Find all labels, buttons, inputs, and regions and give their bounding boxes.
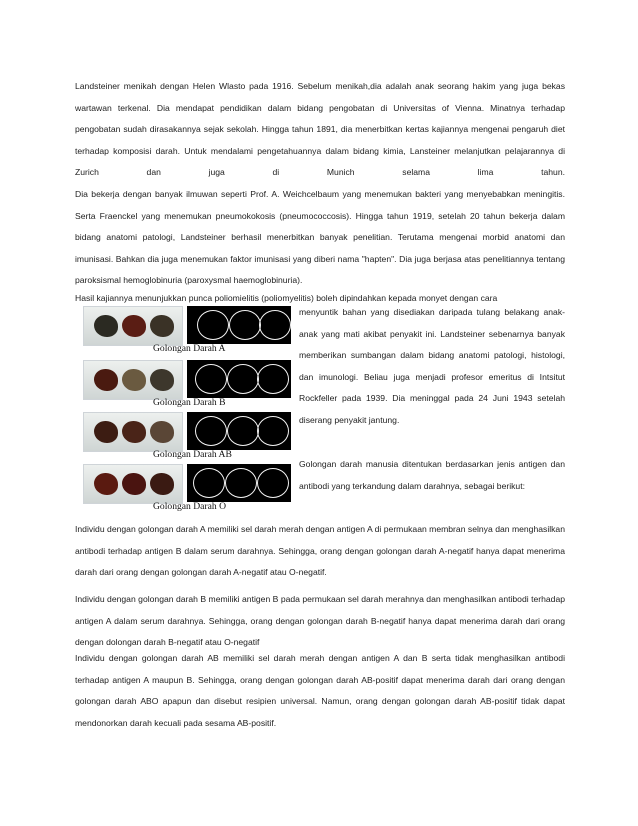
caption-blood-type-ab: Golongan Darah AB xyxy=(153,449,232,460)
blood-drop xyxy=(122,369,146,391)
blood-drop xyxy=(122,473,146,495)
blood-drop xyxy=(122,421,146,443)
blood-type-row-a xyxy=(75,306,293,359)
agglutination-photo-o xyxy=(83,464,183,504)
paragraph-landsteiner-contributions: menyuntik bahan yang disediakan daripada tulang belakang anak-anak yang mati akibat penyakit ini. Landsteiner sebenarnya banyak memberikan sumbangan dalam bidang anatomi patologi, histologi, dan imunologi. Beliau juga menjadi profesor emeritus di Intsitut Rockfeller pada 1939. Dia meninggal pada 24 Juni 1943 setelah diserang penyakit jantung. xyxy=(299,307,565,425)
blood-drop xyxy=(150,473,174,495)
agglutination-micrograph-o xyxy=(187,464,291,502)
caption-blood-type-a: Golongan Darah A xyxy=(153,343,226,354)
agglutination-photo-a xyxy=(83,306,183,346)
paragraph-research-career: Dia bekerja dengan banyak ilmuwan seperti Prof. A. Weichcelbaum yang menemukan bakteri yang menyebabkan meningitis. Serta Fraenckel yang menemukan pneumokokosis (pneumococcosis). Hingga tahun 1919, setelah 20 tahun bekerja dalam bidang anatomi patologi, Landsteiner berhasil menerbitkan banyak penelitian. Terutama mengenai morbid anatomi dan imunisasi. Bahkan dia juga menemukan faktor imunisasi yang diberi nama "hapten". Dia juga berjasa atas penelitiannya tentang paroksismal hemoglobinuria (paroxysmal haemoglobinuria). xyxy=(75,189,565,285)
blood-drop xyxy=(94,421,118,443)
agglutination-micrograph-b xyxy=(187,360,291,398)
blood-type-row-ab xyxy=(75,412,293,465)
blood-type-row-o xyxy=(75,464,293,517)
agglutination-micrograph-a xyxy=(187,306,291,344)
paragraph-blood-type-b: Individu dengan golongan darah B memiliki antigen B pada permukaan sel darah merahnya dan menghasilkan antibodi terhadap antigen A dalam serum darahnya. Sehingga, orang dengan golongan darah B-negatif hanya dapat menerima darah dari orang dengan dolongan darah B-negatif atau O-negatif xyxy=(75,594,565,647)
paragraph-poliomyelitis-intro: Hasil kajiannya menunjukkan punca poliomielitis (poliomyelitis) boleh dipindahkan kepada monyet dengan cara xyxy=(75,293,498,303)
blood-drop xyxy=(150,369,174,391)
blood-drop xyxy=(150,315,174,337)
blood-drop xyxy=(122,315,146,337)
blood-drop xyxy=(150,421,174,443)
paragraph-blood-type-ab: Individu dengan golongan darah AB memiliki sel darah merah dengan antigen A dan B serta tidak menghasilkan antibodi terhadap antigen A maupun B. Sehingga, orang dengan golongan darah AB-positif dapat menerima darah dari orang dengan golongan darah ABO apapun dan disebut resipien universal. Namun, orang dengan golongan darah AB-positif tidak dapat mendonorkan darah kecuali pada sesama AB-positif. xyxy=(75,653,565,728)
caption-blood-type-o: Golongan Darah O xyxy=(153,501,226,512)
agglutination-photo-b xyxy=(83,360,183,400)
paragraph-blood-type-a: Individu dengan golongan darah A memiliki sel darah merah dengan antigen A di permukaan membran selnya dan menghasilkan antibodi terhadap antigen B dalam serum darahnya. Sehingga, orang dengan golongan darah A-negatif hanya dapat menerima darah dari orang dengan golongan darah A-negatif atau O-negatif. xyxy=(75,524,565,577)
agglutination-photo-ab xyxy=(83,412,183,452)
blood-drop xyxy=(94,369,118,391)
caption-blood-type-b: Golongan Darah B xyxy=(153,397,226,408)
paragraph-landsteiner-biography: Landsteiner menikah dengan Helen Wlasto pada 1916. Sebelum menikah,dia adalah anak seorang hakim yang juga bekas wartawan terkenal. Dia mendapat pendidikan dalam bidang pengobatan di Universitas of Vienna. Minatnya terhadap pengobatan sudah dirasakannya sejak sekolah. Hingga tahun 1891, dia menerbitkan kertas kajiannya mengenai pengaruh diet terhadap komposisi darah. Untuk mendalami pengetahuannya dalam bidang kimia, Lansteiner melanjutkan pelajarannya di Zurich dan juga di Munich selama lima tahun. xyxy=(75,81,565,177)
blood-drop xyxy=(94,473,118,495)
paragraph-blood-type-intro: Golongan darah manusia ditentukan berdasarkan jenis antigen dan antibodi yang terkandung dalam darahnya, sebagai berikut: xyxy=(299,459,565,491)
blood-type-row-b xyxy=(75,360,293,413)
blood-drop xyxy=(94,315,118,337)
blood-type-figure xyxy=(75,306,293,518)
agglutination-micrograph-ab xyxy=(187,412,291,450)
